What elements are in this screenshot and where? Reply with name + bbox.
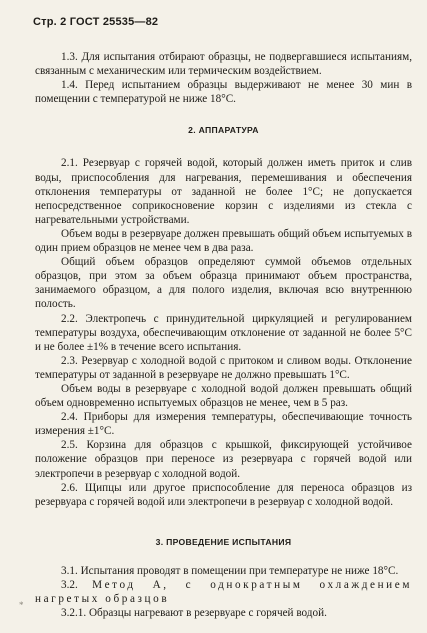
method-a-title: Метод А, с однократным охлаждением нагретых образцов: [35, 579, 413, 606]
page-header: Стр. 2 ГОСТ 25535—82: [33, 16, 159, 28]
paragraph-2-1-sample-volume: Общий объем образцов определяют суммой объемов отдельных образцов, при этом за объем образца принимают объем пространства, занимаемого образцом, а для полого изделия, включая всю внутреннюю полость.: [35, 256, 412, 311]
section-2-title: 2. АППАРАТУРА: [188, 125, 259, 136]
section-3-title: 3. ПРОВЕДЕНИЕ ИСПЫТАНИЯ: [155, 536, 292, 547]
paragraph-2-6: 2.6. Щипцы или другое приспособление для переноса образцов из резервуара с горячей водой или электропечи в резервуар с холодной водой.: [35, 481, 412, 508]
paragraph-3-2: [35, 578, 412, 606]
paragraph-2-3: 2.3. Резервуар с холодной водой с притоком и сливом воды. Отклонение температуры от заданной в резервуаре не должно превышать 1°С.: [35, 354, 412, 381]
paragraph-1-4: 1.4. Перед испытанием образцы выдерживают не менее 30 мин в помещении с температурой не ниже 18°С.: [35, 79, 412, 106]
paragraph-3-2-number: 3.2.: [61, 579, 78, 591]
margin-mark: *: [19, 600, 24, 610]
paragraph-1-3: 1.3. Для испытания отбирают образцы, не подвергавшиеся испытаниям, связанным с механическим или термическим воздействием.: [35, 51, 412, 78]
paragraph-2-3-cold-water-volume: Объем воды в резервуаре с холодной водой должен превышать общий объем одновременно испытуемых образцов не менее, чем в 5 раз.: [35, 382, 412, 410]
paragraph-3-2-1: 3.2.1. Образцы нагревают в резервуаре с горячей водой.: [61, 607, 327, 620]
paragraph-2-5: 2.5. Корзина для образцов с крышкой, фиксирующей устойчивое положение образцов при переносе из резервуара с горячей водой или электропечи в резервуар с холодной водой.: [35, 439, 412, 480]
paragraph-2-4: 2.4. Приборы для измерения температуры, обеспечивающие точность измерения ±1°С.: [35, 411, 412, 438]
document-body: [35, 50, 412, 620]
paragraph-2-1: 2.1. Резервуар с горячей водой, который должен иметь приток и слив воды, приспособления для нагревания, перемешивания и обеспечения отклонения температуры от заданной не более 1°С; не допускается непосредственное соприкосновение корзин с изделиями из стекла с нагревательными устройствами.: [35, 157, 412, 226]
paragraph-2-2: 2.2. Электропечь с принудительной циркуляцией и регулированием температуры воздуха, обеспечивающим отклонение от заданной не более 5°С и не более ±1% в течение всего испытания.: [35, 312, 412, 353]
paragraph-3-1: 3.1. Испытания проводят в помещении при температуре не ниже 18°С.: [61, 564, 399, 577]
paragraph-2-1-water-volume: Объем воды в резервуаре должен превышать общий объем испытуемых в один прием образцов не менее чем в два раза.: [35, 227, 412, 255]
